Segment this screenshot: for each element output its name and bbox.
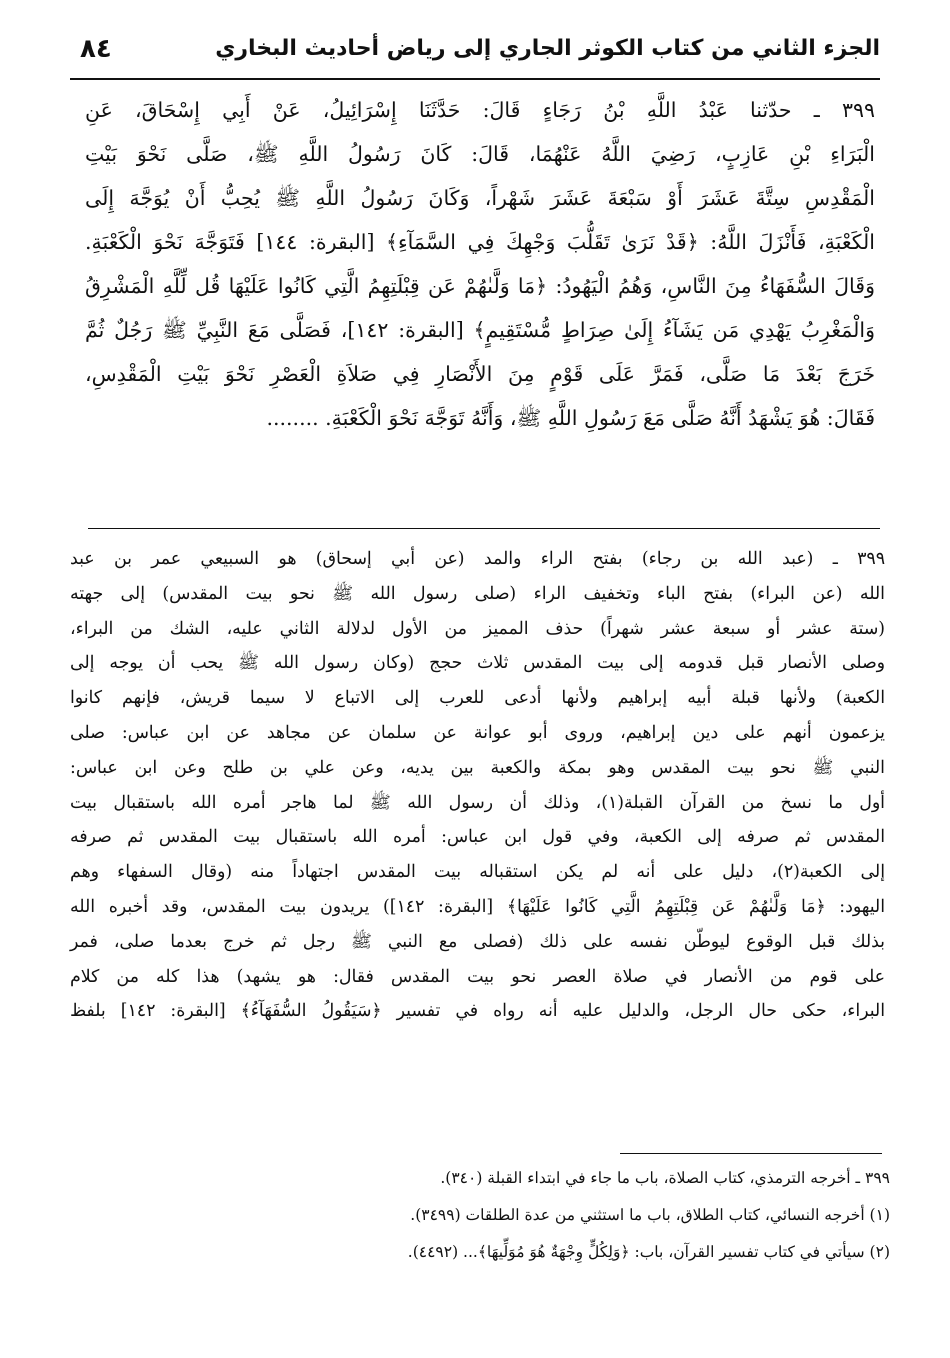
commentary-line: المقدس ثم صرفه إلى الكعبة، وفي قول ابن عباس: أمره الله باستقبال بيت المقدس ثم صرفه xyxy=(70,827,885,848)
commentary-line: وصلى الأنصار قبل قدومه إلى بيت المقدس ثلاث حجج (وكان رسول الله ﷺ يحب أن يوجه إلى xyxy=(70,653,885,674)
commentary-line: بذلك قبل الوقوع ليوطّن نفسه على ذلك (فصلى مع النبي ﷺ رجل ثم خرج بعدما صلى، فمر xyxy=(70,931,885,952)
commentary-line: على قوم من الأنصار في صلاة العصر نحو بيت المقدس فقال: هو يشهد) هذا كله من كلام xyxy=(70,966,885,987)
footnote: ٣٩٩ ـ أخرجه الترمذي، كتاب الصلاة، باب ما جاء في ابتداء القبلة (٣٤٠). xyxy=(440,1169,890,1187)
commentary-text xyxy=(70,542,885,1029)
hadith-line: ٣٩٩ ـ حدّثنا عَبْدُ اللَّهِ بْنُ رَجَاءٍ قَالَ: حَدَّثَنَا إِسْرَائِيلُ، عَنْ أَبِي إِسْحَاقَ، عَنِ xyxy=(85,98,875,122)
commentary-line: النبي ﷺ نحو بيت المقدس وهو بمكة والكعبة بين يديه، وعن علي بن طلح وعن ابن عباس: xyxy=(70,757,885,778)
hadith-line: خَرَجَ بَعْدَ مَا صَلَّى، فَمَرَّ عَلَى قَوْمٍ مِنَ الأَنْصَارِ فِي صَلاَةِ الْعَصْرِ نَحْوَ بَيْتِ الْمَقْدِسِ، xyxy=(85,362,875,386)
commentary-line: ٣٩٩ ـ (عبد الله بن رجاء) بفتح الراء والمد (عن أبي إسحاق) هو السبيعي عمر بن عبد xyxy=(70,549,885,569)
footnote: (١) أخرجه النسائي، كتاب الطلاق، باب ما استثني من عدة الطلقات (٣٤٩٩). xyxy=(410,1206,890,1224)
hadith-line: الْمَقْدِسِ سِتَّةَ عَشَرَ أَوْ سَبْعَةَ عَشَرَ شَهْراً، وَكَانَ رَسُولُ اللَّهِ ﷺ يُحِبُّ أَنْ يُوَجَّهَ إِلَى xyxy=(85,186,875,210)
footnote-divider xyxy=(620,1153,882,1154)
commentary-line: اليهود: ﴿مَا وَلَّىٰهُمْ عَن قِبْلَتِهِمُ الَّتِي كَانُوا عَلَيْهَا﴾ [البقرة: ١٤٢]) يريدون بيت المقدس، وقد أخبره الله xyxy=(70,896,885,917)
commentary-line: يزعمون أنهم على دين إبراهيم، وروى أبو عوانة عن سلمان عن مجاهد عن ابن عباس: صلى xyxy=(70,722,885,743)
page-number: ٨٤ xyxy=(80,34,112,64)
hadith-line: الْبَرَاءِ بْنِ عَازِبٍ، رَضِيَ اللَّهُ عَنْهُمَا، قَالَ: كَانَ رَسُولُ اللَّهِ ﷺ، صَلَّى نَحْوَ بَيْتِ xyxy=(85,142,875,166)
hadith-line: وَالْمَغْرِبُ يَهْدِي مَن يَشَآءُ إِلَىٰ صِرَاطٍ مُّسْتَقِيمٍ﴾ [البقرة: ١٤٢]، فَصَلَّى مَعَ النَّبِيِّ ﷺ رَجُلٌ ثُمَّ xyxy=(85,318,875,342)
commentary-line: الله (عن البراء) بفتح الباء وتخفيف الراء (صلى رسول الله ﷺ نحو بيت المقدس) إلى جهته xyxy=(70,583,885,604)
commentary-line: الكعبة) ولأنها قبلة أبيه إبراهيم ولأنها أدعى للعرب إلى الاتباع لا سيما قريش، فإنهم كانوا xyxy=(70,688,885,709)
commentary-line: (ستة عشر أو سبعة عشر شهراً) حذف المميز من الأول لدلالة الثاني عليه، الشك من البراء، xyxy=(70,618,885,639)
hadith-line: الْكَعْبَةِ، فَأَنْزَلَ اللَّهُ: ﴿قَدْ نَرَىٰ تَقَلُّبَ وَجْهِكَ فِي السَّمَآءِ﴾ [البقرة: ١٤٤] فَتَوَجَّهَ نَحْوَ الْكَعْبَةِ. xyxy=(85,230,875,254)
footnote: (٢) سيأتي في كتاب تفسير القرآن، باب: ﴿وَلِكُلٍّ وِجْهَةٌ هُوَ مُوَلِّيهَا﴾... (٤٤٩٢). xyxy=(407,1243,890,1261)
running-title: الجزء الثاني من كتاب الكوثر الجاري إلى رياض أحاديث البخاري xyxy=(215,36,880,61)
hadith-text xyxy=(85,88,875,440)
commentary-line: البراء، حكى حال الرجل، والدليل عليه أنه رواه في تفسير ﴿سَيَقُولُ السُّفَهَآءُ﴾ [البقرة: ١٤٢] بلفظ xyxy=(70,1001,885,1022)
page-header xyxy=(70,30,880,80)
hadith-line: فَقَالَ: هُوَ يَشْهَدُ أَنَّهُ صَلَّى مَعَ رَسُولِ اللَّهِ ﷺ، وَأَنَّهُ تَوَجَّهَ نَحْوَ الْكَعْبَةِ. ........ xyxy=(266,406,875,430)
hadith-line: وَقَالَ السُّفَهَاءُ مِنَ النَّاسِ، وَهُمُ الْيَهُودُ: ﴿مَا وَلَّىٰهُمْ عَن قِبْلَتِهِمُ الَّتِي كَانُوا عَلَيْهَا قُل لِّلَّهِ الْمَشْرِقُ xyxy=(85,274,875,298)
commentary-line: إلى الكعبة(٢)، دليل على أنه لم يكن استقباله بيت المقدس اجتهاداً منه (وقال السفهاء وهم xyxy=(70,862,885,883)
footnotes xyxy=(90,1160,890,1271)
commentary-line: أول ما نسخ من القرآن القبلة(١)، وذلك أن رسول الله ﷺ لما هاجر أمره الله باستقبال بيت xyxy=(70,792,885,813)
section-divider xyxy=(88,528,880,529)
